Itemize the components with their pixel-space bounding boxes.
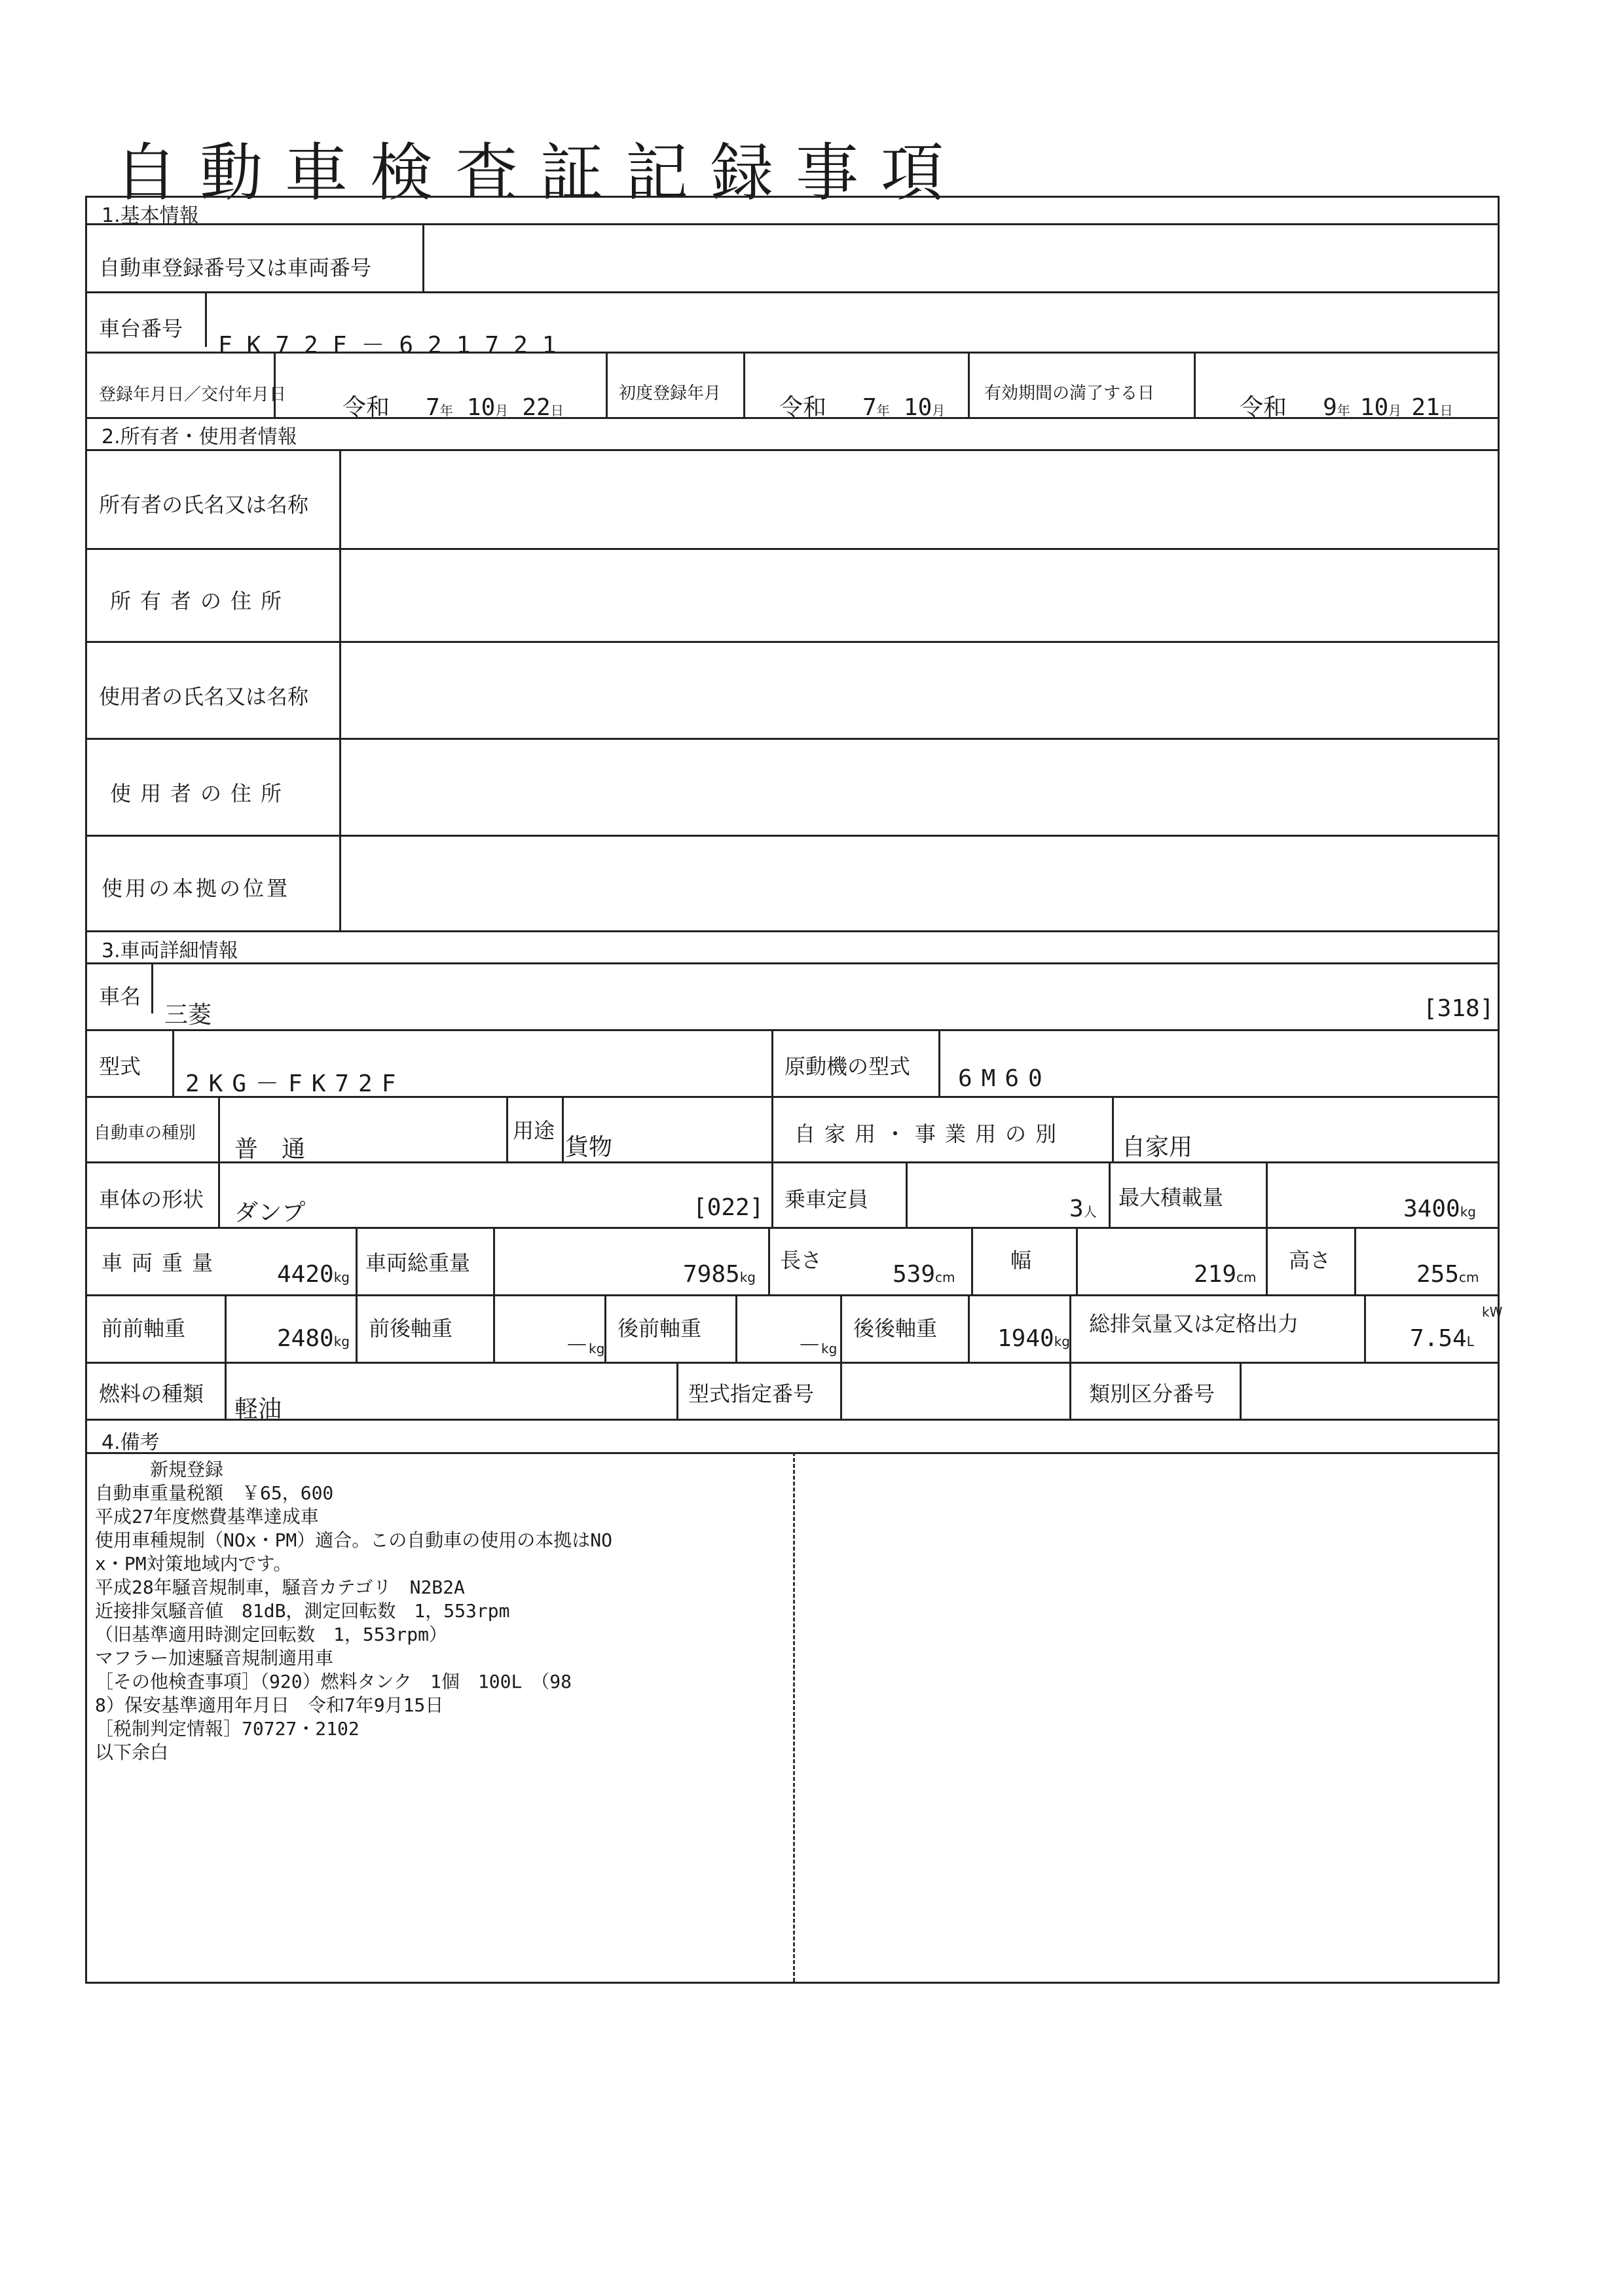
expiry-date-label: 有効期間の満了する日	[984, 384, 1155, 403]
remarks-line: マフラー加速騒音規制適用車	[95, 1647, 334, 1669]
base-location-label: 使用の本拠の位置	[101, 876, 291, 901]
body-shape-value: ダンプ	[234, 1199, 306, 1226]
fuel-type-label: 燃料の種類	[99, 1381, 204, 1406]
chassis-number-label: 車台番号	[99, 316, 183, 341]
use-value: 貨物	[565, 1134, 613, 1161]
rear-front-axle-value: －kg	[798, 1332, 838, 1359]
remarks-line: x・PM対策地域内です。	[95, 1553, 292, 1575]
registration-date-value: 令和 7年 10月 22日	[342, 394, 564, 421]
engine-model-value: 6M60	[958, 1065, 1052, 1092]
divider	[87, 223, 1498, 225]
displacement-label: 総排気量又は定格出力	[1089, 1311, 1299, 1336]
remarks-text	[95, 1458, 612, 1764]
inspection-form	[85, 196, 1503, 1984]
remarks-line: 使用車種規制（NOx・PM）適合。この自動車の使用の本拠はNO	[95, 1529, 613, 1551]
class-number-label: 類別区分番号	[1089, 1381, 1215, 1406]
make-value: 三菱	[164, 1002, 212, 1029]
rear-front-axle-label: 後前軸重	[618, 1316, 702, 1341]
length-value: 539cm	[893, 1261, 955, 1288]
remarks-line: 近接排気騒音値 81dB，測定回転数 1，553rpm	[95, 1600, 510, 1622]
remarks-line: 自動車重量税額 ￥65，600	[95, 1482, 334, 1504]
registration-number-label: 自動車登録番号又は車両番号	[99, 255, 372, 280]
front-front-axle-label: 前前軸重	[101, 1316, 186, 1341]
section-vehicle-details: 3.車両詳細情報	[101, 939, 238, 962]
max-load-label: 最大積載量	[1118, 1185, 1224, 1210]
front-rear-axle-label: 前後軸重	[369, 1316, 453, 1341]
engine-model-label: 原動機の型式	[784, 1054, 911, 1079]
remarks-line: 以下余白	[95, 1741, 169, 1763]
body-shape-label: 車体の形状	[99, 1187, 204, 1212]
front-rear-axle-value: －kg	[565, 1332, 605, 1359]
length-label: 長さ	[780, 1248, 822, 1273]
vehicle-kind-value: 普 通	[234, 1136, 306, 1163]
private-business-label: 自家用・事業用の別	[794, 1121, 1066, 1146]
width-value: 219cm	[1194, 1261, 1257, 1288]
height-label: 高さ	[1289, 1248, 1331, 1273]
owner-name-label: 所有者の氏名又は名称	[99, 492, 309, 517]
capacity-value: 3人	[1069, 1195, 1097, 1222]
rear-rear-axle-label: 後後軸重	[853, 1316, 938, 1341]
type-designation-label: 型式指定番号	[688, 1381, 815, 1406]
vehicle-weight-label: 車両重量	[101, 1250, 223, 1275]
owner-address-label: 所有者の住所	[110, 589, 291, 613]
vehicle-weight-value: 4420kg	[277, 1261, 350, 1288]
model-value: 2KG－FK72F	[185, 1070, 405, 1097]
gross-weight-label: 車両総重量	[365, 1250, 471, 1275]
first-registration-value: 令和 7年 10月	[779, 394, 946, 421]
use-label: 用途	[513, 1118, 555, 1143]
registration-date-label: 登録年月日／交付年月日	[99, 385, 287, 405]
vehicle-kind-label: 自動車の種別	[94, 1123, 196, 1143]
document-title: 自動車検査証記録事項	[115, 136, 966, 210]
rear-rear-axle-value: 1940kg	[997, 1325, 1070, 1352]
first-registration-label: 初度登録年月	[619, 384, 722, 403]
section-owner-info: 2.所有者・使用者情報	[101, 426, 297, 448]
remarks-line: ［その他検査事項］（920）燃料タンク 1個 100L （98	[95, 1671, 572, 1692]
remarks-line: （旧基準適用時測定回転数 1，553rpm）	[95, 1624, 448, 1645]
width-label: 幅	[1010, 1248, 1032, 1273]
body-shape-code: [022]	[693, 1194, 764, 1221]
chassis-number-value: FK72F－621721	[218, 332, 571, 359]
fuel-type-value: 軽油	[234, 1396, 282, 1423]
remarks-line: 平成28年騒音規制車，騒音カテゴリ N2B2A	[95, 1576, 465, 1598]
capacity-label: 乗車定員	[784, 1187, 869, 1212]
user-name-label: 使用者の氏名又は名称	[99, 684, 309, 709]
private-business-value: 自家用	[1122, 1134, 1193, 1161]
gross-weight-value: 7985kg	[683, 1261, 756, 1288]
displacement-unit-kw: kW	[1482, 1304, 1503, 1320]
section-basic-info: 1.基本情報	[101, 204, 199, 227]
remarks-line: 8）保安基準適用年月日 令和7年9月15日	[95, 1694, 444, 1716]
user-address-label: 使用者の住所	[110, 781, 291, 806]
make-code: [318]	[1423, 995, 1494, 1022]
remarks-line: 新規登録	[95, 1459, 224, 1480]
max-load-value: 3400kg	[1403, 1195, 1476, 1222]
remarks-line: ［税制判定情報］70727・2102	[95, 1718, 360, 1740]
displacement-value: 7.54L	[1410, 1325, 1474, 1352]
remarks-line: 平成27年度燃費基準達成車	[95, 1506, 319, 1527]
expiry-date-value: 令和 9年 10月 21日	[1240, 394, 1453, 421]
make-label: 車名	[99, 984, 141, 1009]
height-value: 255cm	[1416, 1261, 1479, 1288]
section-remarks: 4.備考	[101, 1431, 160, 1454]
front-front-axle-value: 2480kg	[277, 1325, 350, 1352]
remarks-divider	[793, 1452, 795, 1982]
model-label: 型式	[99, 1054, 141, 1079]
